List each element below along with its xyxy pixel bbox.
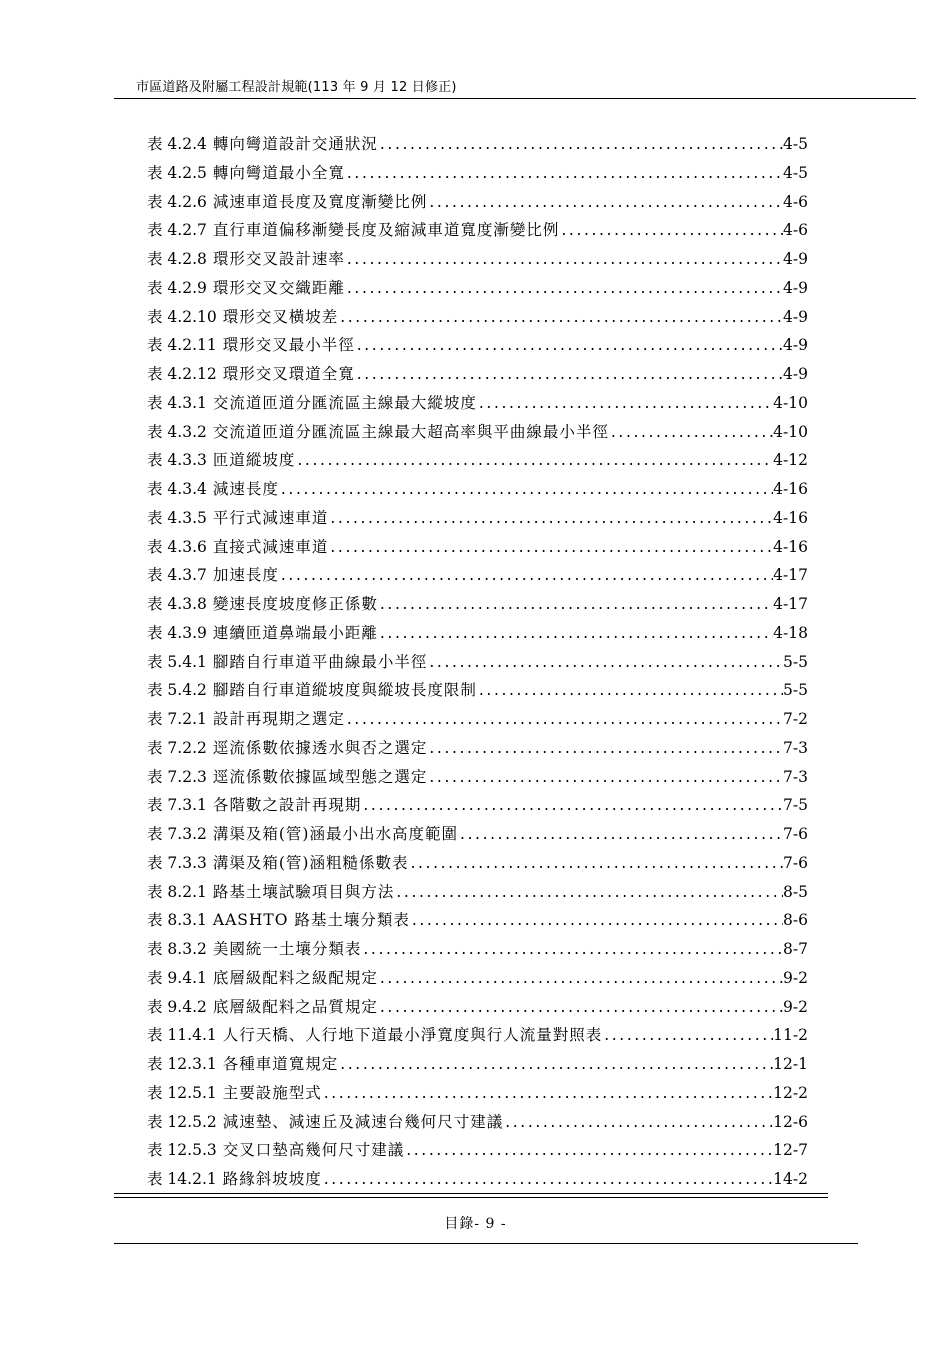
toc-dot-leader [355,360,783,389]
toc-entry-page: 12-1 [773,1055,808,1073]
toc-entry[interactable] [147,274,808,303]
toc-entry-title: 各種車道寬規定 [222,1055,339,1073]
toc-entry[interactable] [147,676,808,705]
toc-entry-number: 表 4.2.5 [147,163,207,182]
toc-dot-leader [338,1050,773,1079]
toc-entry-page: 4-6 [783,221,808,240]
toc-entry[interactable] [147,188,808,217]
toc-dot-leader [378,619,773,648]
toc-entry-title: 腳踏自行車道縱坡度與縱坡長度限制 [212,681,477,700]
toc-entry-page: 4-9 [783,336,808,355]
toc-entry[interactable] [147,561,808,590]
toc-entry-title: 加速長度 [212,566,279,585]
toc-entry-title: 底層級配料之品質規定 [212,997,378,1016]
toc-dot-leader [559,216,783,245]
header-divider [114,98,916,99]
toc-entry-number: 表 14.2.1 [147,1170,217,1188]
toc-entry-title: 平行式減速車道 [212,508,329,527]
toc-dot-leader [410,906,783,935]
toc-dot-leader [361,935,783,964]
toc-entry[interactable] [147,216,808,245]
toc-entry-number: 表 4.2.10 [147,307,217,326]
toc-entry[interactable] [147,849,808,878]
toc-entry-number: 表 12.5.1 [147,1083,217,1102]
toc-entry-number: 表 4.2.8 [147,250,207,268]
toc-entry-page: 7-6 [783,853,808,872]
toc-entry-number: 表 4.2.6 [147,192,207,211]
toc-dot-leader [345,274,783,303]
toc-entry-number: 表 7.3.3 [147,853,207,872]
toc-entry-page: 7-6 [783,825,808,843]
toc-entry-number: 表 5.4.2 [147,681,207,700]
toc-entry-page: 4-9 [783,250,808,268]
toc-dot-leader [609,418,773,447]
toc-entry-page: 4-6 [783,192,808,211]
toc-entry-number: 表 4.2.7 [147,221,207,240]
toc-entry-page: 4-16 [773,508,808,527]
toc-dot-leader [295,446,773,475]
toc-dot-leader [458,820,783,849]
toc-entry-number: 表 7.3.1 [147,796,207,815]
toc-entry-page: 4-10 [773,393,808,412]
toc-entry[interactable] [147,619,808,648]
toc-entry-page: 4-10 [773,422,808,441]
toc-entry[interactable] [147,475,808,504]
toc-entry-number: 表 4.3.4 [147,480,207,498]
toc-entry[interactable] [147,1165,808,1194]
toc-entry-number: 表 4.3.7 [147,566,207,585]
toc-entry-title: 環形交叉最小半徑 [222,336,355,355]
toc-entry-title: AASHTO 路基土壤分類表 [212,911,410,930]
toc-entry[interactable] [147,418,808,447]
toc-entry-title: 設計再現期之選定 [212,710,345,728]
toc-entry[interactable] [147,245,808,274]
toc-dot-leader [338,303,783,332]
toc-entry-page: 4-16 [773,480,808,498]
toc-dot-leader [427,648,783,677]
toc-entry-number: 表 4.3.6 [147,537,207,556]
toc-dot-leader [279,561,773,590]
toc-entry-title: 各階數之設計再現期 [212,796,362,815]
toc-entry-title: 減速長度 [212,480,279,498]
toc-entry[interactable] [147,878,808,907]
toc-dot-leader [345,159,783,188]
toc-entry-number: 表 8.2.1 [147,882,207,901]
toc-entry[interactable] [147,331,808,360]
toc-entry-title: 匝道縱坡度 [212,451,296,470]
toc-dot-leader [361,791,783,820]
toc-entry-number: 表 12.5.3 [147,1141,217,1160]
toc-entry-number: 表 8.3.1 [147,911,207,930]
toc-dot-leader [408,849,783,878]
toc-entry-page: 12-2 [773,1083,808,1102]
toc-entry-title: 交流道匝道分匯流區主線最大超高率與平曲線最小半徑 [212,422,609,441]
toc-entry-title: 交叉口墊高幾何尺寸建議 [222,1141,405,1160]
toc-entry-page: 14-2 [773,1170,808,1188]
toc-dot-leader [279,475,773,504]
toc-dot-leader [477,389,773,418]
toc-dot-leader [378,964,783,993]
toc-entry-number: 表 9.4.1 [147,968,207,987]
toc-dot-leader [427,734,783,763]
toc-entry-page: 4-17 [773,595,808,613]
toc-entry-title: 環形交叉橫坡差 [222,307,339,326]
toc-entry[interactable] [147,1079,808,1108]
toc-entry-number: 表 7.2.2 [147,738,207,757]
toc-entry-page: 4-18 [773,623,808,642]
toc-entry-number: 表 7.3.2 [147,825,207,843]
toc-dot-leader [322,1079,773,1108]
toc-entry[interactable] [147,360,808,389]
toc-entry-number: 表 4.3.5 [147,508,207,527]
content-end-rule-bottom [114,1197,828,1198]
toc-entry[interactable] [147,389,808,418]
toc-entry-title: 人行天橋、人行地下道最小淨寬度與行人流量對照表 [222,1026,603,1045]
toc-entry-page: 12-7 [773,1141,808,1160]
toc-entry-page: 7-2 [783,710,808,728]
running-header: 市區道路及附屬工程設計規範(113 年 9 月 12 日修正) [136,80,457,95]
toc-entry-page: 5-5 [783,652,808,671]
toc-entry[interactable] [147,590,808,619]
toc-entry-number: 表 9.4.2 [147,997,207,1016]
toc-dot-leader [503,1108,773,1137]
toc-entry[interactable] [147,648,808,677]
toc-entry-title: 環形交叉交織距離 [212,278,345,297]
toc-dot-leader [427,763,783,792]
toc-entry-page: 4-12 [773,451,808,470]
toc-entry-title: 減速車道長度及寬度漸變比例 [212,192,428,211]
toc-dot-leader [345,705,783,734]
toc-dot-leader [602,1021,773,1050]
toc-entry-title: 環形交叉環道全寬 [222,365,355,383]
toc-entry-title: 美國統一土壤分類表 [212,940,362,958]
toc-entry-title: 溝渠及箱(管)涵粗糙係數表 [212,853,409,872]
toc-entry-title: 變速長度坡度修正係數 [212,595,378,613]
toc-entry-page: 4-5 [783,163,808,182]
toc-entry-number: 表 4.3.2 [147,422,207,441]
toc-entry-page: 7-5 [783,796,808,815]
content-end-rule-top [114,1193,828,1194]
toc-entry[interactable] [147,993,808,1022]
toc-entry[interactable] [147,130,808,159]
toc-entry-title: 底層級配料之級配規定 [212,968,378,987]
toc-entry[interactable] [147,820,808,849]
toc-entry[interactable] [147,1050,808,1079]
toc-entry-number: 表 12.5.2 [147,1112,217,1131]
toc-entry-number: 表 8.3.2 [147,940,207,958]
toc-entry-page: 4-17 [773,566,808,585]
toc-entry-title: 主要設施型式 [222,1083,322,1102]
toc-entry-number: 表 5.4.1 [147,652,207,671]
toc-entry[interactable] [147,763,808,792]
toc-entry-title: 轉向彎道最小全寬 [212,163,345,182]
toc-entry-page: 4-9 [783,307,808,326]
toc-entry[interactable] [147,1108,808,1137]
toc-entry-title: 環形交叉設計速率 [212,250,345,268]
toc-entry-number: 表 7.2.1 [147,710,207,728]
toc-entry-page: 8-5 [783,882,808,901]
toc-entry-number: 表 4.3.1 [147,393,207,412]
toc-entry-title: 連續匝道鼻端最小距離 [212,623,378,642]
toc-entry-page: 4-9 [783,278,808,297]
toc-entry-page: 4-16 [773,537,808,556]
toc-entry-page: 7-3 [783,738,808,757]
toc-entry[interactable] [147,791,808,820]
toc-dot-leader [378,130,783,159]
toc-entry-title: 轉向彎道設計交通狀況 [212,135,378,153]
toc-dot-leader [427,188,783,217]
footer-divider [114,1243,858,1244]
table-of-contents-list [147,130,808,1194]
toc-entry-number: 表 4.2.4 [147,135,207,153]
toc-entry[interactable] [147,734,808,763]
toc-entry-page: 12-6 [773,1112,808,1131]
page-number: 目錄- 9 - [444,1216,507,1232]
toc-entry[interactable] [147,303,808,332]
toc-dot-leader [355,331,783,360]
toc-entry-page: 9-2 [783,997,808,1016]
toc-entry-number: 表 7.2.3 [147,767,207,786]
toc-dot-leader [328,504,773,533]
toc-entry-title: 路緣斜坡坡度 [222,1170,322,1188]
toc-entry-number: 表 11.4.1 [147,1026,217,1045]
toc-entry-page: 9-2 [783,968,808,987]
toc-entry-number: 表 4.3.9 [147,623,207,642]
toc-entry-title: 路基土壤試驗項目與方法 [212,882,395,901]
toc-entry-title: 直接式減速車道 [212,537,329,556]
toc-entry[interactable] [147,906,808,935]
toc-entry-page: 11-2 [773,1026,808,1045]
toc-entry[interactable] [147,159,808,188]
toc-entry-number: 表 4.2.12 [147,365,217,383]
toc-entry-title: 直行車道偏移漸變長度及縮減車道寬度漸變比例 [212,221,560,240]
toc-dot-leader [477,676,783,705]
toc-dot-leader [378,590,773,619]
toc-entry-page: 5-5 [783,681,808,700]
toc-entry[interactable] [147,533,808,562]
toc-dot-leader [394,878,783,907]
toc-dot-leader [378,993,783,1022]
toc-entry-page: 4-9 [783,365,808,383]
toc-entry-title: 交流道匝道分匯流區主線最大縱坡度 [212,393,477,412]
toc-entry[interactable] [147,1021,808,1050]
toc-dot-leader [345,245,783,274]
toc-entry[interactable] [147,935,808,964]
toc-entry[interactable] [147,504,808,533]
toc-entry-number: 表 4.3.8 [147,595,207,613]
toc-entry-page: 8-6 [783,911,808,930]
toc-dot-leader [404,1136,773,1165]
toc-entry-page: 8-7 [783,940,808,958]
toc-entry-number: 表 4.2.11 [147,336,217,355]
toc-entry-title: 溝渠及箱(管)涵最小出水高度範圍 [212,825,458,843]
toc-entry-number: 表 12.3.1 [147,1055,217,1073]
toc-entry-title: 逕流係數依據透水與否之選定 [212,738,428,757]
toc-entry-title: 逕流係數依據區域型態之選定 [212,767,428,786]
toc-entry-page: 7-3 [783,767,808,786]
toc-dot-leader [328,533,773,562]
toc-entry-page: 4-5 [783,135,808,153]
toc-entry-title: 減速墊、減速丘及減速台幾何尺寸建議 [222,1112,504,1131]
toc-dot-leader [322,1165,773,1194]
toc-entry[interactable] [147,1136,808,1165]
toc-entry[interactable] [147,964,808,993]
toc-entry[interactable] [147,446,808,475]
toc-entry-title: 腳踏自行車道平曲線最小半徑 [212,652,428,671]
toc-entry[interactable] [147,705,808,734]
toc-entry-number: 表 4.2.9 [147,278,207,297]
toc-entry-number: 表 4.3.3 [147,451,207,470]
